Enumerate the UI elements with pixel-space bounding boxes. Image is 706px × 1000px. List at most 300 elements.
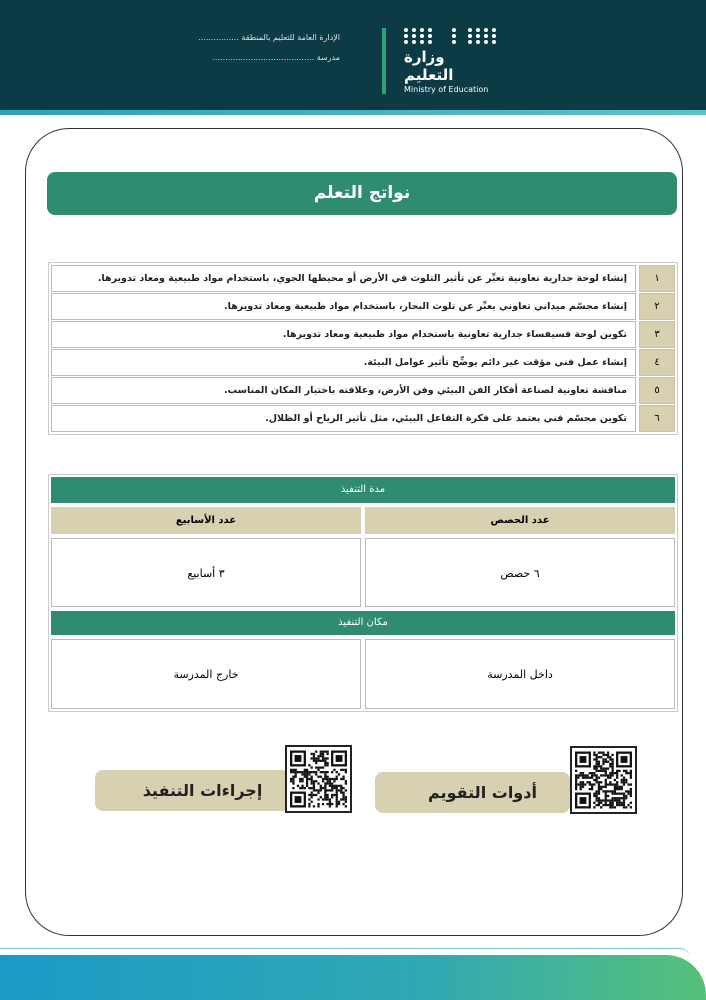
qr-module [313,771,315,773]
qr-module [306,776,308,778]
qr-module [333,794,335,796]
qr-module [306,769,308,771]
qr-module [311,801,313,803]
qr-module [326,780,328,782]
qr-module [589,772,591,774]
qr-module [342,803,344,805]
qr-module [308,771,310,773]
logo-dot [420,34,424,38]
logo-dot [428,40,432,44]
qr-module [621,802,623,804]
qr-module [611,763,613,765]
place-inside: داخل المدرسة [365,639,675,709]
qr-module [313,782,315,784]
qr-module [333,769,335,771]
qr-module [618,786,620,788]
qr-module [602,767,604,769]
table-row [51,377,675,404]
qr-module [301,773,303,775]
qr-module [315,771,317,773]
page-title: نواتج التعلم [47,172,677,215]
qr-module [623,783,625,785]
qr-module [329,803,331,805]
qr-module [596,793,598,795]
logo-dot [468,34,472,38]
qr-module [322,755,324,757]
qr-module [329,780,331,782]
qr-module [324,798,326,800]
qr-module [630,795,632,797]
qr-module [607,761,609,763]
qr-module [605,774,607,776]
qr-module [607,756,609,758]
qr-module [308,773,310,775]
logo-dot [420,28,424,32]
qr-module [598,761,600,763]
qr-module [584,774,586,776]
logo-dot [404,40,408,44]
qr-module [589,783,591,785]
qr-module [297,771,299,773]
qr-module [345,796,347,798]
qr-module [600,756,602,758]
qr-module [315,766,317,768]
row-number: ٣ [639,321,675,348]
qr-module [609,763,611,765]
qr-module [625,779,627,781]
qr-module [329,789,331,791]
qr-module [315,789,317,791]
qr-module [630,806,632,808]
logo-dots-icon [404,28,494,44]
qr-module [616,793,618,795]
region-line: الإدارة العامة للتعليم بالمنطقة ................ [198,33,340,42]
qr-module [575,781,577,783]
qr-module [596,777,598,779]
qr-module [331,771,333,773]
qr-module [575,788,577,790]
qr-module [582,786,584,788]
qr-module [313,789,315,791]
qr-module [602,758,604,760]
qr-module [345,780,347,782]
qr-module [304,769,306,771]
qr-module [618,793,620,795]
ministry-logo [404,28,494,94]
qr-module [598,783,600,785]
qr-module [290,778,292,780]
header-divider [382,28,386,94]
qr-module [593,795,595,797]
qr-module [582,781,584,783]
qr-module [317,757,319,759]
qr-module [313,785,315,787]
qr-module [326,789,328,791]
qr-module [304,776,306,778]
qr-module [313,805,315,807]
qr-module [623,777,625,779]
qr-module [623,799,625,801]
qr-module [605,797,607,799]
qr-module [605,799,607,801]
qr-module [295,769,297,771]
qr-module [336,805,338,807]
qr-module [306,778,308,780]
logo-dot [452,28,456,32]
qr-module [625,781,627,783]
qr-module [602,763,604,765]
row-number: ٥ [639,377,675,404]
qr-module [621,793,623,795]
qr-module [336,794,338,796]
qr-module [611,767,613,769]
qr-module [605,795,607,797]
logo-dot [404,28,408,32]
qr-module [611,772,613,774]
qr-module [618,788,620,790]
qr-module [580,783,582,785]
logo-dot [492,28,496,32]
qr-module [616,799,618,801]
qr-module [605,761,607,763]
qr-module [598,763,600,765]
qr-module [322,757,324,759]
qr-module [596,770,598,772]
qr-module [596,797,598,799]
qr-module [580,774,582,776]
qr-module [600,788,602,790]
weeks-label: عدد الأسابيع [51,507,361,534]
qr-module [340,789,342,791]
qr-module [306,782,308,784]
qr-module [605,804,607,806]
qr-module [336,792,338,794]
qr-module [600,770,602,772]
qr-module [575,779,577,781]
qr-module [623,804,625,806]
qr-module [577,774,579,776]
outcomes-table [48,262,678,435]
qr-module [623,770,625,772]
qr-module [623,781,625,783]
qr-module [591,788,593,790]
qr-module [295,773,297,775]
qr-module [596,767,598,769]
logo-dot [484,40,488,44]
qr-module [623,793,625,795]
qr-module [621,779,623,781]
assessment-tools-button[interactable]: أدوات التقويم [375,772,570,813]
qr-module [338,789,340,791]
qr-module [598,752,600,754]
qr-module [605,793,607,795]
qr-module [311,796,313,798]
qr-module [611,799,613,801]
qr-module [602,754,604,756]
qr-module [313,755,315,757]
qr-module [292,771,294,773]
qr-module [623,779,625,781]
outcome-text: تكوين مجسّم فني يعتمد على فكرة التفاعل البيئي، مثل تأثير الرياح أو الظلال. [51,405,636,432]
qr-module [308,805,310,807]
qr-module [326,764,328,766]
qr-module [605,758,607,760]
logo-dot [484,34,488,38]
qr-module [630,788,632,790]
qr-module [315,762,317,764]
qr-module [602,761,604,763]
qr-module [322,780,324,782]
qr-module [575,770,577,772]
place-outside: خارج المدرسة [51,639,361,709]
qr-module [602,786,604,788]
qr-module [326,794,328,796]
qr-module [320,771,322,773]
qr-module [607,783,609,785]
qr-module [582,774,584,776]
qr-module [340,792,342,794]
qr-module [609,804,611,806]
qr-module [308,787,310,789]
qr-module [308,798,310,800]
qr-module [292,778,294,780]
qr-module [596,799,598,801]
qr-module [336,798,338,800]
qr-module [320,751,322,753]
qr-module [607,754,609,756]
qr-module [627,793,629,795]
assessment-qr-code-icon[interactable] [570,746,637,814]
qr-module [614,788,616,790]
qr-module [340,798,342,800]
qr-module [324,751,326,753]
qr-module [320,760,322,762]
qr-module [586,781,588,783]
qr-module [593,779,595,781]
qr-module [630,774,632,776]
qr-module [290,780,292,782]
qr-module [322,803,324,805]
qr-module [611,774,613,776]
place-heading: مكان التنفيذ [51,611,675,635]
qr-module [614,806,616,808]
qr-module [600,786,602,788]
qr-module [297,785,299,787]
qr-module [630,770,632,772]
qr-module [614,790,616,792]
outcome-text: تكوين لوحة فسيفساء جدارية تعاونية باستخدام مواد طبيعية ومعاد تدويرها. [51,321,636,348]
qr-module [317,769,319,771]
qr-module [609,777,611,779]
qr-module [580,781,582,783]
qr-module [326,796,328,798]
qr-module [336,801,338,803]
qr-module [342,792,344,794]
qr-module [301,780,303,782]
sessions-value: ٦ حصص [365,538,675,607]
qr-module [311,776,313,778]
qr-module [331,782,333,784]
qr-module [614,779,616,781]
qr-module [317,805,319,807]
qr-module [616,781,618,783]
qr-module [607,777,609,779]
logo-dot [492,40,496,44]
qr-module [338,801,340,803]
ministry-name-ar: وزارة التعليم [404,48,454,84]
qr-module [625,770,627,772]
qr-module [345,798,347,800]
qr-module [329,778,331,780]
qr-module [609,806,611,808]
qr-module [324,762,326,764]
qr-module [299,787,301,789]
qr-module [614,783,616,785]
qr-module [616,804,618,806]
qr-module [317,766,319,768]
qr-module [630,783,632,785]
qr-module [311,757,313,759]
qr-module [326,798,328,800]
qr-module [605,772,607,774]
qr-module [345,769,347,771]
qr-module [591,774,593,776]
qr-module [336,789,338,791]
qr-module [593,774,595,776]
qr-module [336,796,338,798]
qr-module [577,777,579,779]
qr-module [580,756,587,763]
qr-module [623,802,625,804]
procedures-qr-code-icon[interactable] [285,745,352,813]
qr-module [627,772,629,774]
qr-module [317,776,319,778]
qr-module [611,765,613,767]
qr-module [336,778,338,780]
qr-module [324,796,326,798]
qr-module [616,786,618,788]
qr-module [607,795,609,797]
qr-module [315,760,317,762]
qr-module [299,778,301,780]
qr-module [345,801,347,803]
qr-module [324,760,326,762]
qr-module [582,772,584,774]
logo-dot [452,34,456,38]
qr-module [324,789,326,791]
qr-module [292,769,294,771]
qr-module [331,796,333,798]
qr-module [575,783,577,785]
qr-module [598,756,600,758]
qr-module [627,804,629,806]
qr-module [322,766,324,768]
qr-module [630,802,632,804]
qr-module [593,758,595,760]
qr-module [322,798,324,800]
qr-module [313,757,315,759]
qr-module [618,802,620,804]
qr-module [589,781,591,783]
qr-module [308,803,310,805]
qr-module [326,757,328,759]
qr-module [322,753,324,755]
qr-module [621,804,623,806]
qr-module [326,776,328,778]
qr-module [580,797,587,804]
qr-module [306,780,308,782]
qr-module [313,753,315,755]
qr-module [600,767,602,769]
qr-module [336,785,338,787]
logo-dot [476,34,480,38]
qr-module [596,761,598,763]
table-row [51,349,675,376]
school-line: مدرسة ........................................ [212,53,340,62]
qr-module [575,777,577,779]
qr-module [602,799,604,801]
qr-module [596,790,598,792]
qr-module [602,790,604,792]
qr-module [311,766,313,768]
qr-module [313,760,315,762]
qr-module [313,794,315,796]
qr-module [600,799,602,801]
weeks-value: ٣ أسابيع [51,538,361,607]
row-number: ٤ [639,349,675,376]
qr-module [340,785,342,787]
qr-module [324,773,326,775]
qr-module [326,753,328,755]
qr-module [304,773,306,775]
qr-module [591,777,593,779]
qr-module [589,777,591,779]
qr-module [306,771,308,773]
qr-module [598,765,600,767]
qr-module [602,774,604,776]
qr-module [609,783,611,785]
qr-module [598,804,600,806]
qr-module [326,771,328,773]
qr-module [589,788,591,790]
qr-module [611,770,613,772]
qr-module [616,802,618,804]
qr-module [605,783,607,785]
qr-module [295,796,302,803]
qr-module [338,785,340,787]
qr-module [292,787,294,789]
qr-module [311,771,313,773]
qr-module [605,767,607,769]
qr-module [596,779,598,781]
qr-module [580,786,582,788]
qr-module [336,803,338,805]
qr-module [324,785,326,787]
qr-module [338,773,340,775]
qr-module [593,772,595,774]
outcome-text: إنشاء لوحة جدارية تعاونية تعبِّر عن تأثير التلوث في الأرض أو محيطها الجوي، باستخدام مواد طبيعية ومعاد تدويرها. [51,265,636,292]
procedures-button[interactable]: إجراءات التنفيذ [95,770,290,811]
logo-dot [420,40,424,44]
qr-module [336,776,338,778]
qr-module [326,778,328,780]
qr-module [611,797,613,799]
qr-module [614,799,616,801]
qr-module [600,774,602,776]
qr-module [616,772,618,774]
qr-module [313,780,315,782]
qr-module [340,778,342,780]
